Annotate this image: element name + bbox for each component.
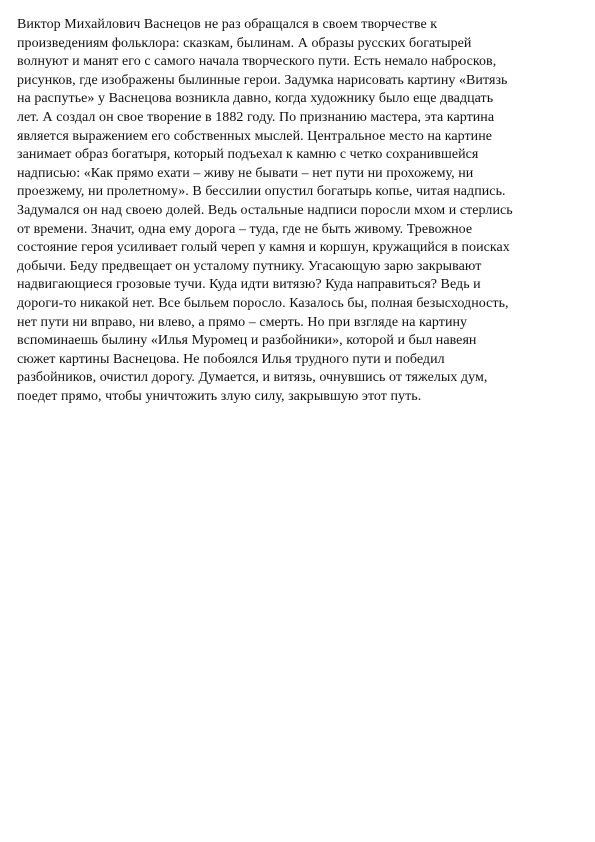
- text-line: добычи. Беду предвещает он усталому путнику. Угасающую зарю закрывают: [17, 258, 482, 274]
- text-line: надвигающиеся грозовые тучи. Куда идти витязю? Куда направиться? Ведь и: [17, 277, 481, 293]
- text-line: является выражением его собственных мыслей. Центральное место на картине: [17, 128, 493, 144]
- text-line: волнуют и манят его с самого начала творческого пути. Есть немало набросков,: [17, 54, 497, 70]
- text-line: Задумался он над своею долей. Ведь остальные надписи поросли мхом и стерлись: [17, 202, 513, 218]
- text-line: дороги-то никакой нет. Все быльем поросло. Казалось бы, полная безысходность,: [17, 295, 509, 311]
- text-line: на распутье» у Васнецова возникла давно, когда художнику было еще двадцать: [17, 91, 494, 107]
- text-line: сюжет картины Васнецова. Не побоялся Илья трудного пути и победил: [17, 351, 445, 367]
- text-line: надписью: «Как прямо ехати – живу не бывати – нет пути ни прохожему, ни: [17, 165, 474, 181]
- text-line: рисунков, где изображены былинные герои. Задумка нарисовать картину «Витязь: [17, 72, 508, 88]
- text-line: проезжему, ни пролетному». В бессилии опустил богатырь копье, читая надпись.: [17, 184, 506, 200]
- text-line: нет пути ни вправо, ни влево, а прямо – смерть. Но при взгляде на картину: [17, 314, 468, 330]
- essay-paragraph: [17, 16, 579, 406]
- text-line: от времени. Значит, одна ему дорога – туда, где не быть живому. Тревожное: [17, 221, 473, 237]
- text-line: состояние героя усиливает голый череп у камня и коршун, кружащийся в поисках: [17, 240, 510, 256]
- text-line: лет. А создал он свое творение в 1882 году. По признанию мастера, эта картина: [17, 109, 495, 125]
- text-line: разбойников, очистил дорогу. Думается, и витязь, очнувшись от тяжелых дум,: [17, 370, 488, 386]
- text-line: занимает образ богатыря, который подъехал к камню с четко сохранившейся: [17, 147, 479, 163]
- text-line: вспоминаешь былину «Илья Муромец и разбойники», которой и был навеян: [17, 333, 477, 349]
- text-line: произведениям фольклора: сказкам, былинам. А образы русских богатырей: [17, 35, 472, 51]
- text-line: поедет прямо, чтобы уничтожить злую силу, закрывшую этот путь.: [17, 388, 422, 404]
- text-line: Виктор Михайлович Васнецов не раз обращался в своем творчестве к: [17, 17, 438, 32]
